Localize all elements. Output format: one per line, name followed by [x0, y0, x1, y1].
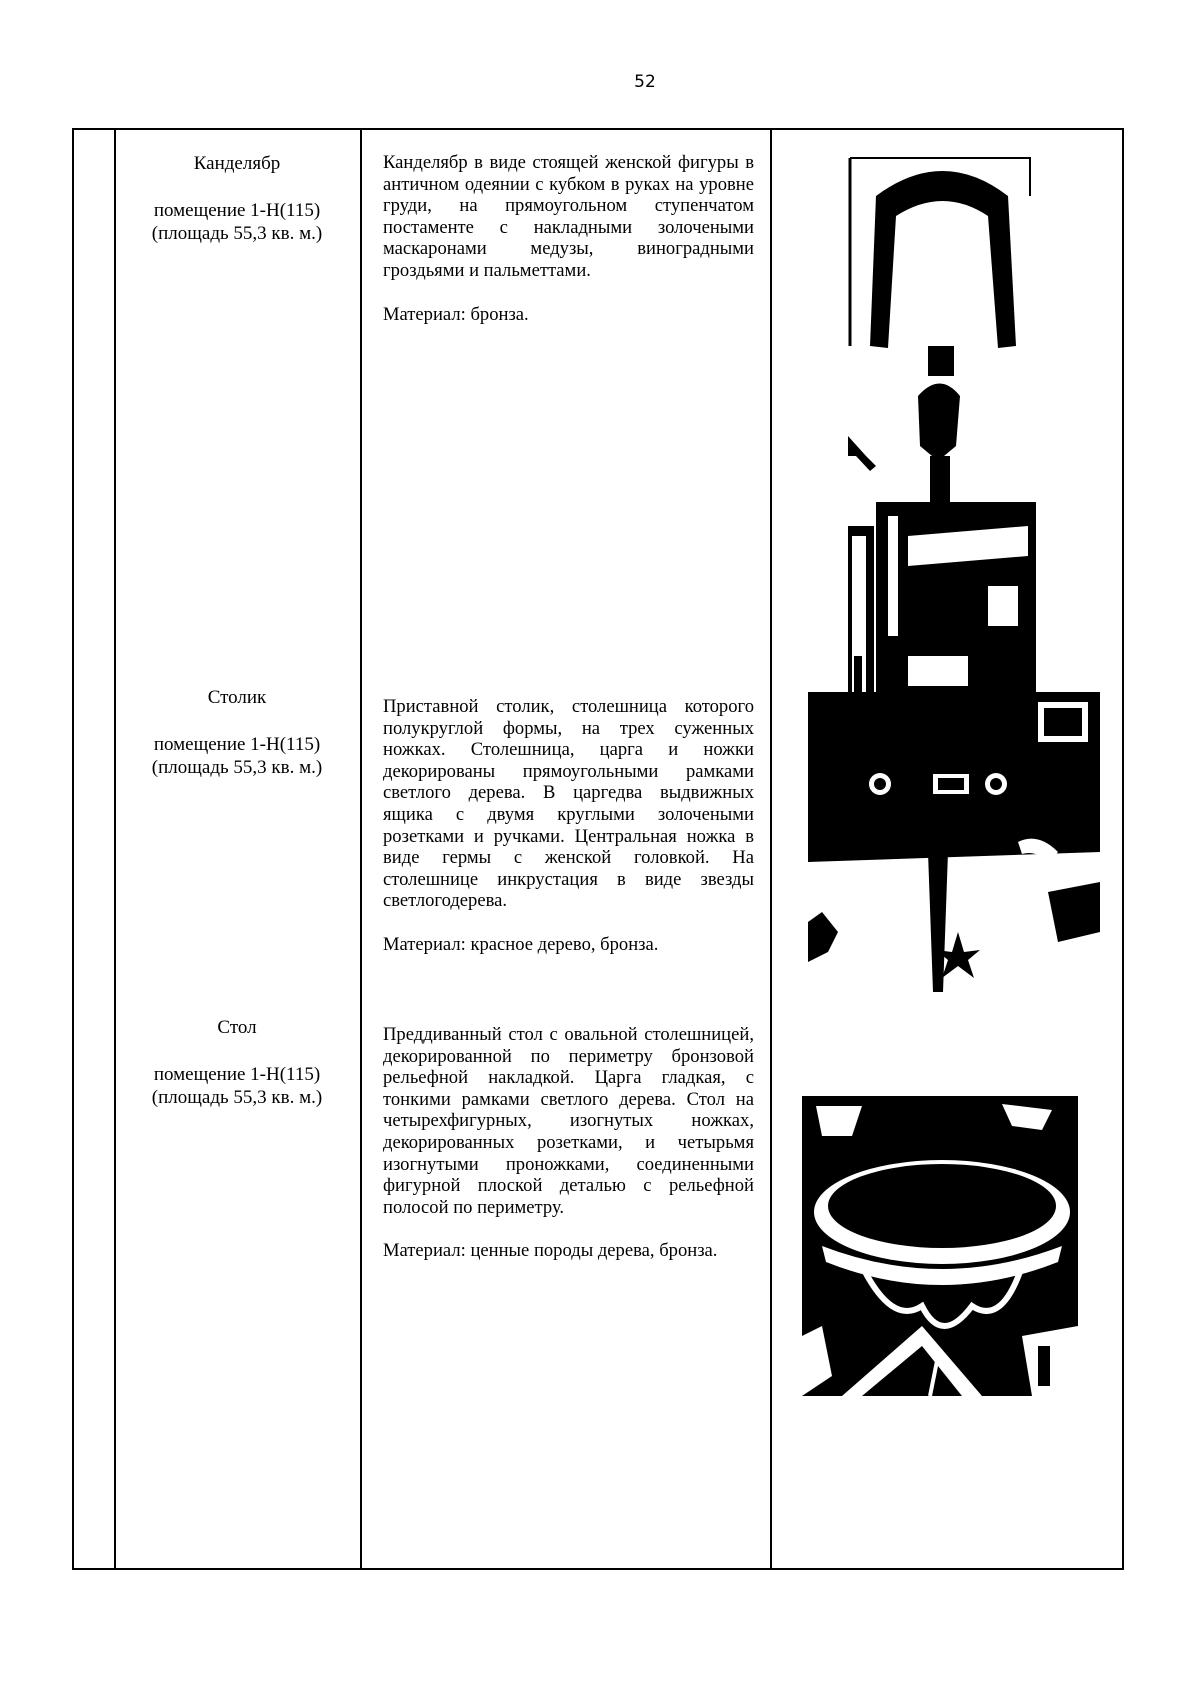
item-description: Преддиванный стол с овальной столешницей, декорированной по периметру бронзовой рельефной накладкой. Царга гладкая, с тонкими рамками светлого дерева. Стол на четырехфигурных, изогнутых ножках, декорированных розетками, и четырьмя изогнутыми проножками, соединенными фигурной плоской деталью с рельефной полосой по периметру.	[383, 1024, 754, 1218]
side-table-photo	[808, 692, 1100, 1004]
item-material: Материал: ценные породы дерева, бронза.	[383, 1240, 718, 1262]
item-room: помещение 1-Н(115)	[153, 734, 321, 755]
column-divider	[114, 130, 116, 1568]
item-title: Канделябр	[193, 153, 281, 174]
page-number: 52	[634, 72, 656, 92]
inventory-table	[72, 128, 1124, 1570]
item-room: помещение 1-Н(115)	[153, 1064, 321, 1085]
column-divider	[770, 130, 772, 1568]
item-description-cell	[383, 696, 754, 956]
item-title: Стол	[217, 1017, 257, 1038]
item-name-cell	[114, 152, 360, 245]
item-description: Канделябр в виде стоящей женской фигуры в античном одеянии с кубком в руках на уровне груди, на прямоугольном ступенчатом постаменте с накладными золочеными маскаронами медузы, виноградными гроздьями и пальметтами.	[383, 152, 754, 281]
item-area: (площадь 55,3 кв. м.)	[151, 757, 323, 778]
item-title: Столик	[207, 687, 267, 708]
sofa-table-photo	[802, 1096, 1078, 1396]
item-description: Приставной столик, столешница которого полукруглой формы, на трех суженных ножках. Столешница, царга и ножки декорированы прямоугольными рамками светлого дерева. В царгедва выдвижных ящика с двумя круглыми золочеными розетками и ручками. Центральная ножка в виде гермы с женской головкой. На столешнице инкрустация в виде звезды светлогодерева.	[383, 696, 754, 912]
candelabrum-photo	[848, 156, 1038, 722]
item-material: Материал: бронза.	[383, 303, 529, 325]
column-divider	[360, 130, 362, 1568]
item-description-cell	[383, 152, 754, 325]
item-area: (площадь 55,3 кв. м.)	[151, 1087, 323, 1108]
item-material: Материал: красное дерево, бронза.	[383, 933, 659, 955]
item-name-cell	[114, 686, 360, 779]
item-name-cell	[114, 1016, 360, 1109]
item-room: помещение 1-Н(115)	[153, 200, 321, 221]
item-area: (площадь 55,3 кв. м.)	[151, 223, 323, 244]
item-description-cell	[383, 1024, 754, 1262]
